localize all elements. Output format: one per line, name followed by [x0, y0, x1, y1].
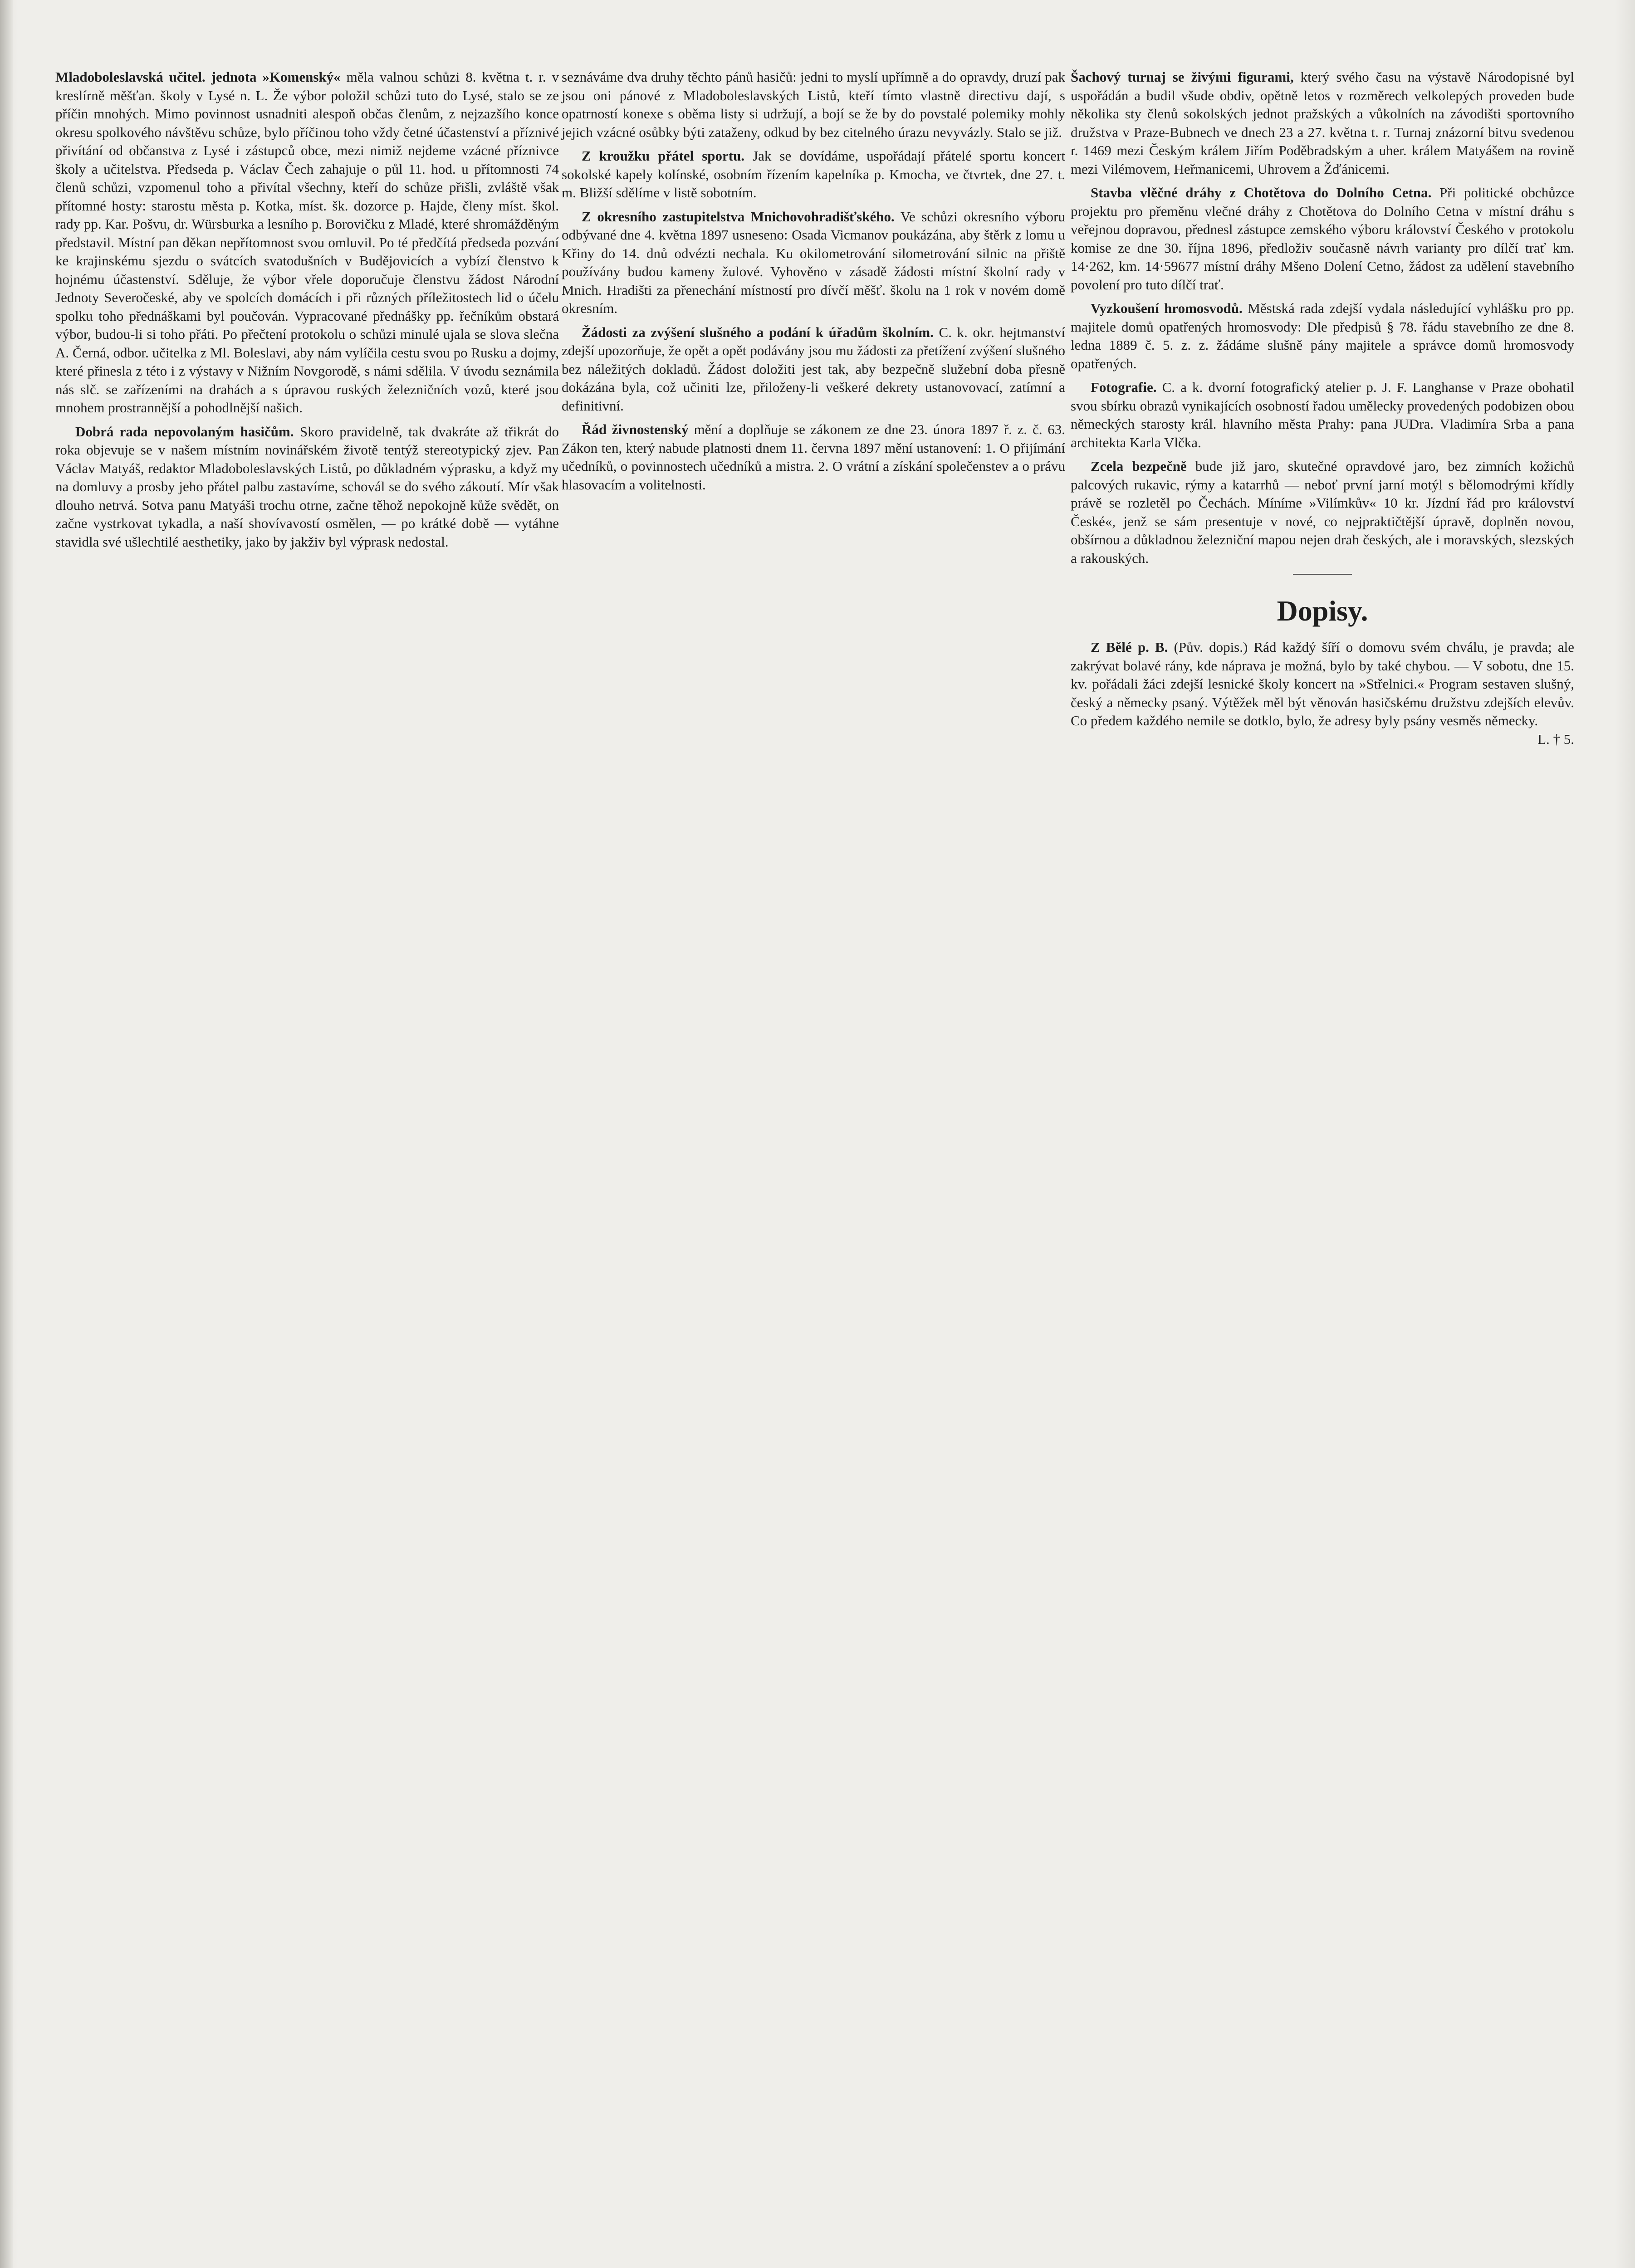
article-heading: Z okresního zastupitelstva Mnichovohradišťského.: [582, 208, 895, 225]
article: [1071, 457, 1574, 567]
article: [1071, 184, 1574, 294]
article: [1071, 638, 1574, 730]
article-heading: Dobrá rada nepovolaným hasičům.: [75, 423, 294, 440]
article-heading: Vyzkoušení hromosvodů.: [1091, 300, 1243, 316]
section-divider: [1293, 574, 1352, 575]
article-heading: Z Bělé p. B.: [1091, 639, 1168, 655]
article-heading: Šachový turnaj se živými figurami,: [1071, 69, 1294, 85]
section-title-dopisy: Dopisy.: [1277, 595, 1368, 627]
article: [562, 323, 1065, 415]
article-heading: Žádosti za zvýšení slušného a podání k úřadům školním.: [582, 324, 934, 340]
article-text: Ve schůzi okresního výboru odbývané dne 4. května 1897 usneseno: Osada Vicmanov poukázána, aby štěrk z lomu u Křiny do 14. dnů odvézti nechala. Ku okilometrování silometrování silnic na přiště používány budou kameny žulové. Vyhověno v zásadě žádosti místní školní rady v Mnich. Hradišti za přenechání místností pro dívčí měšť. školu na 1 rok v novém domě okresním.: [562, 208, 1065, 316]
article-text: který svého času na výstavě Národopisné byl uspořádán a budil všude obdiv, opětně letos v rozměrech velkolepých proveden bude několika sty členů sokolských jednot pražských a vůkolních na závodišti sportovního družstva v Praze-Bubnech ve dnech 23 a 27. května t. r. Turnaj znázorní bitvu svedenou r. 1469 mezi Českým králem Jiřím Poděbradským a uher. králem Matyášem na rovině mezi Vilémovem, Heřmanicemi, Uhrovem a Žďánicemi.: [1071, 69, 1575, 177]
article: [562, 147, 1065, 202]
article-heading: Z kroužku přátel sportu.: [582, 148, 745, 164]
column-1: [55, 68, 559, 551]
article-heading: Řád živnostenský: [582, 421, 689, 437]
article-text: Městská rada zdejší vydala následující vyhlášku pro pp. majitele domů opatřených hromosvody: Dle předpisů § 78. řádu stavebního ze dne 8. ledna 1889 č. 5. z. z. žádáme slušně pány majitele a správce domů hromosvody opatřených.: [1071, 300, 1574, 371]
column-2: [562, 68, 1065, 494]
article: [1071, 378, 1574, 452]
page-edge: [0, 0, 13, 2268]
article-heading: Zcela bezpečně: [1091, 458, 1187, 474]
article-text: C. a k. dvorní fotografický atelier p. J. F. Langhanse v Praze obohatil svou sbírku obrazů vynikajících osobností řadou umělecky provedených podobizen obou německých starosty král. hlavního města Prahy: pana JUDra. Vladimíra Srba a pana architekta Karla Vlčka.: [1071, 379, 1574, 450]
article-text: seznáváme dva druhy těchto pánů hasičů: jedni to myslí upřímně a do opravdy, druzí pak jsou oni pánové z Mladoboleslavských Listů, kteří tímto vlastně directivu dají, s opatrností konexe s oběma listy si udržují, a bojí se že by do povstalé polemiky mohly jejich vzácné osůbky býti zataženy, odkud by bez citelného úrazu nevyvázly. Stalo se již.: [562, 69, 1065, 140]
article: [562, 68, 1065, 142]
article: [1071, 68, 1574, 178]
article: [562, 420, 1065, 494]
article: [55, 423, 559, 552]
article-text: Skoro pravidelně, tak dvakráte až třikrát do roka objevuje se v našem místním novinářském životě tentýž stereotypický zjev. Pan Václav Matyáš, redaktor Mladoboleslavských Listů, po důkladném výprasku, a když my na domluvy a prosby jeho přátel palbu zastavíme, schovál se do svého zákoutí. Mír však dlouho netrvá. Sotva panu Matyáši trochu otrne, začne těhož nepokojně kůže svědět, on začne vystrkovat tykadla, a naší shovívavostí osmělen, — po krátké době — vytáhne stavidla své ušlechtilé aesthetiky, jako by jakživ byl výprask nedostal.: [55, 423, 559, 550]
article: [562, 208, 1065, 318]
article-text: (Pův. dopis.) Rád každý šíří o domovu svém chválu, je pravda; ale zakrývat bolavé rány, kde náprava je možná, bylo by také chybou. — V sobotu, dne 15. kv. pořádali žáci zdejší lesnické školy koncert na »Střelnici.« Program sestaven slušný, český a německy psaný. Výtěžek měl být věnován hasičskému družstvu zdejších elevův. Co předem každého nemile se dotklo, bylo, že adresy byly psány vesměs německy.: [1071, 639, 1574, 728]
article-text: Při politické obchůzce projektu pro přeměnu vlečné dráhy z Chotětova do Dolního Cetna v místní dráhu s veřejnou dopravou, přednesl zástupce zemského výboru království Českého v protokolu komise ze dne 30. října 1896, předloživ současně návrh varianty pro dílčí trať km. 14·262, km. 14·59677 místní dráhy Mšeno Dolení Cetno, žádost za udělení stavebního povolení pro tuto dílčí trať.: [1071, 185, 1575, 293]
article-heading: Fotografie.: [1091, 379, 1157, 395]
article-heading: Mladoboleslavská učitel. jednota »Komenský«: [55, 69, 341, 85]
article-text: bude již jaro, skutečné opravdové jaro, bez zimních kožichů palcových rukavic, rýmy a katarrhů — neboť první jarní motýl s bělomodrými křídly právě se rozletěl po Čechách. Míníme »Vilímkův« 10 kr. Jízdní řád pro království České«, jenž se sám presentuje v nové, co nejpraktičtější úpravě, doplněn novou, obšírnou a důkladnou železniční mapou nejen drah českých, ale i moravských, slezských a rakouských.: [1071, 458, 1575, 566]
article-text: Jak se dovídáme, uspořádají přátelé sportu koncert sokolské kapely kolínské, osobním řízením kapelníka p. Kmocha, ve čtvrtek, dne 27. t. m. Bližší sdělíme v listě sobotním.: [562, 148, 1066, 200]
column-3: [1071, 68, 1574, 748]
article-heading: Stavba vlěčné dráhy z Chotětova do Dolního Cetna.: [1091, 185, 1432, 200]
article: [55, 68, 559, 417]
signature: L. † 5.: [1537, 731, 1574, 747]
article-text: mění a doplňuje se zákonem ze dne 23. února 1897 ř. z. č. 63. Zákon ten, který nabude platnosti dnem 11. června 1897 mění ustanovení: 1. O přijímání učedníků, o povinnostech učedníků a mistra. 2. O vrátní a získání společenstev a o právu hlasovacím a volitelnosti.: [562, 421, 1065, 493]
article-text: měla valnou schůzi 8. května t. r. v kreslírně měšťan. školy v Lysé n. L. Že výbor položil schůzi tuto do Lysé, stalo se ze příčin mnohých. Mimo povinnost usnadniti alespoň občas členům, z nejzazšího konce okresu spolkového návštěvu schůze, bylo příčinou toho vždy četné účastenství a příznivé přivítání od občanstva z Lysé i zástupců obce, mezi nimiž nejdeme vzácné příznivce školy a učitelstva. Předseda p. Václav Čech zahajuje o půl 11. hod. u přítomnosti 74 členů schůzi, vzpomenul toho a přivítal všechny, kteří do schůze přišli, zvláště však přítomné hosty: starostu města p. Kotka, míst. šk. dozorce p. Hajde, členy míst. škol. rady pp. Kar. Pošvu, dr. Würsburka a lesního p. Borovičku z Mladé, které shromážděným představil. Místní pan děkan nepřítomnost svou omluvil. Po té předčítá předseda pozvání ke krajinskému sjezdu o svátcích svatodušních v Budějovicích a vybízí členstvo k hojnému účastenství. Sděluje, že výbor vřele doporučuje členstvu žádost Národní Jednoty Severočeské, aby ve spolcích domácích i při různých příležitostech lid o účelu spolku toho přednáškami byl poučován. Vypracované přednášky pp. řečníkům obstará výbor, budou-li si toho přáti. Po přečtení protokolu o schůzi minulé ujala se slova slečna A. Černá, odbor. učitelka z Ml. Boleslavi, aby nám vylíčila cestu svou po Rusku a dojmy, které přinesla z této i z výstavy v Nižním Novgorodě, s námi sdělila. V úvodu seznámila nás slč. se zařízeními na drahách a s úpravou ruských železničních vozů, které jsou mnohem prostrannější a pohodlnější našich.: [55, 69, 559, 415]
article: [1071, 299, 1574, 373]
article-text: C. k. okr. hejtmanství zdejší upozorňuje, že opět a opět podávány jsou mu žádosti za přetížení zvýšení slušného bez náležitých dokladů. Žádost doložiti jest tak, aby bezpečně služební doba přesně dokázána byla, což učiniti lze, přiloženy-li veškeré dekrety ustanovovací, zatímní a definitivní.: [562, 324, 1066, 414]
